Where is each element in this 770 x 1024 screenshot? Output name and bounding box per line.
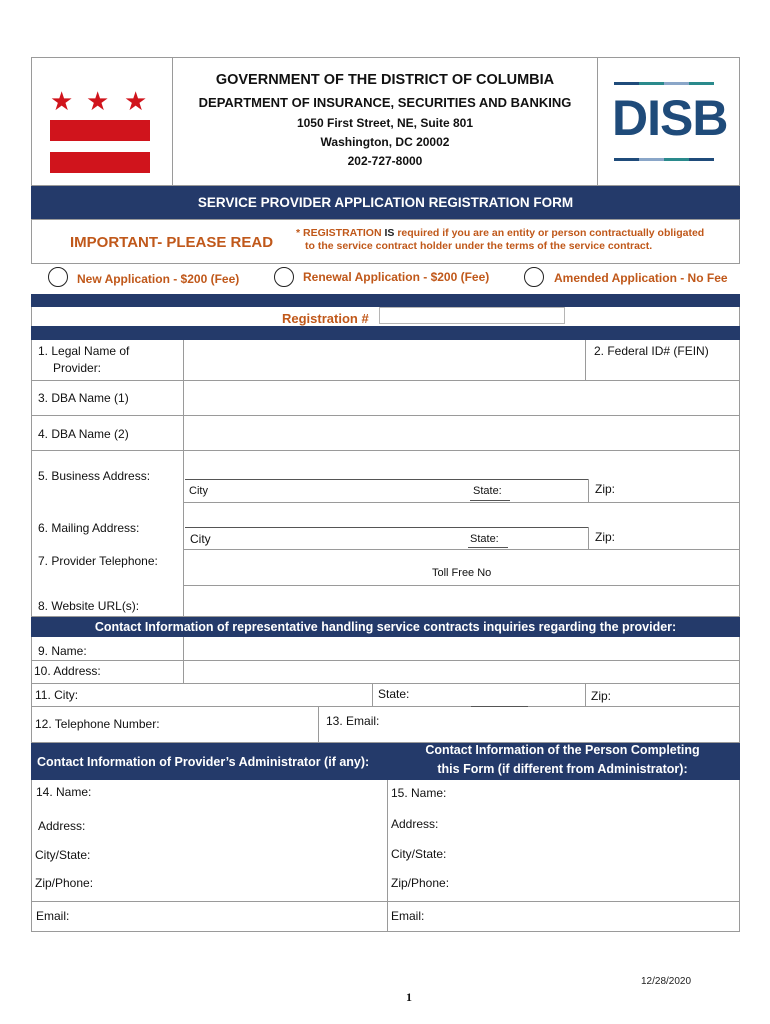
federal-id-label: 2. Federal ID# (FEIN) [594,344,709,358]
completer-name-label: 15. Name: [391,786,447,800]
admin-row-divider [31,901,740,902]
contact-state-label: State: [378,687,410,701]
mailing-state-label: State: [470,533,499,545]
legal-name-label-2: Provider: [53,361,102,375]
row-divider [183,549,740,550]
admin-name-label: 14. Name: [36,785,92,799]
business-state-underline [470,500,510,501]
legal-name-label-1: 1. Legal Name of [38,344,130,358]
dept-title: DEPARTMENT OF INSURANCE, SECURITIES AND BANKING [198,95,572,110]
dba2-input[interactable] [186,418,738,448]
address-line: 1050 First Street, NE, Suite 801 [296,116,474,130]
contact-row-divider [31,706,740,707]
business-city-label: City [189,485,208,497]
amended-application-label: Amended Application - No Fee [554,271,728,285]
contact-zip-label: Zip: [591,689,612,703]
legal-name-input[interactable] [186,342,583,378]
star-icon: ★ [86,86,110,116]
admin-grid [31,780,740,932]
contact-row-divider [31,683,740,684]
business-zip-divider [588,479,589,502]
contact-row-divider [31,660,740,661]
contact-state-divider [372,683,373,706]
registration-bottom-bar [31,326,740,340]
contact-email-input[interactable] [388,708,738,741]
footer-date: 12/28/2020 [641,976,692,987]
telephone-input[interactable] [186,551,738,567]
contact-address-label: 10. Address: [34,664,101,678]
contact-email-divider [318,706,319,743]
admin-zip-phone-label: Zip/Phone: [35,876,94,890]
dc-flag [48,86,152,174]
telephone-label: 7. Provider Telephone: [38,554,158,568]
important-note [296,227,736,253]
registration-number-input[interactable] [379,307,565,324]
note-registration: * REGISTRATION [296,227,382,239]
row-divider [31,415,740,416]
business-address-input[interactable] [186,452,738,478]
row-divider [31,380,740,381]
contact-city-label: 11. City: [35,688,79,702]
row-divider [183,585,740,586]
contact-telephone-label: 12. Telephone Number: [35,717,160,731]
contact-name-input[interactable] [186,639,738,658]
completer-address-label: Address: [391,817,439,831]
note-is: IS [384,227,395,239]
toll-free-label: Toll Free No [432,567,492,579]
website-input[interactable] [186,588,738,615]
business-zip-label: Zip: [595,482,616,496]
note-required: required if you are an entity or person contractually obligated [397,227,705,239]
city-line: Washington, DC 20002 [320,135,450,149]
contact-header: Contact Information of representative handling service contracts inquiries regarding the provider: [94,620,677,634]
renewal-application-label: Renewal Application - $200 (Fee) [303,270,490,284]
amended-application-radio[interactable] [524,267,544,287]
dba2-label: 4. DBA Name (2) [38,427,129,441]
contact-name-label: 9. Name: [38,644,87,658]
admin-email-label: Email: [36,909,70,923]
disb-logo [612,82,728,166]
contact-zip-divider [585,683,586,706]
agency-header [173,60,597,180]
mailing-city-underline [185,527,588,528]
star-icon: ★ [124,86,148,116]
phone-line: 202-727-8000 [347,154,423,168]
admin-header: Contact Information of Provider’s Administrator (if any): [37,755,370,769]
mailing-address-input[interactable] [186,504,738,526]
completer-zip-phone-label: Zip/Phone: [391,876,450,890]
contact-state-underline [471,706,528,707]
label-column-divider [183,340,184,617]
admin-city-state-label: City/State: [35,848,91,862]
completer-header-1: Contact Information of the Person Completing [425,743,700,757]
business-state-label: State: [473,485,502,497]
completer-email-label: Email: [391,909,425,923]
contact-email-label: 13. Email: [326,714,380,728]
fein-divider [585,340,586,380]
completer-header-2: this Form (if different from Administrator): [437,762,688,776]
mailing-state-underline [468,547,508,548]
header-divider-right [597,57,598,186]
logo-bar-bottom [614,158,714,161]
row-divider [183,502,740,503]
row-divider [31,450,740,451]
form-title: SERVICE PROVIDER APPLICATION REGISTRATION FORM [197,195,574,210]
website-label: 8. Website URL(s): [38,599,140,613]
gov-title: GOVERNMENT OF THE DISTRICT OF COLUMBIA [215,72,555,88]
mailing-zip-divider [588,527,589,549]
important-label: IMPORTANT- PLEASE READ [70,234,274,251]
renewal-application-radio[interactable] [274,267,294,287]
contact-address-input[interactable] [186,662,738,681]
admin-column-divider [387,780,388,932]
logo-text: DISB [612,90,728,146]
completer-city-state-label: City/State: [391,847,447,861]
new-application-label: New Application - $200 (Fee) [77,272,240,286]
note-line2: to the service contract holder under the terms of the service contract. [305,240,653,252]
page-number: 1 [406,990,412,1004]
flag-bar-top [50,120,150,141]
mailing-zip-label: Zip: [595,530,616,544]
business-city-underline [185,479,588,480]
mailing-city-label: City [190,532,211,546]
business-address-label: 5. Business Address: [38,469,151,483]
flag-bar-bottom [50,152,150,173]
registration-top-bar [31,294,740,307]
admin-address-label: Address: [38,819,86,833]
mailing-address-label: 6. Mailing Address: [38,521,140,535]
registration-label: Registration # [282,311,369,326]
logo-bar-top [614,82,714,85]
star-icon: ★ [50,86,74,116]
dba1-input[interactable] [186,383,738,413]
dba1-label: 3. DBA Name (1) [38,391,129,405]
new-application-radio[interactable] [48,267,68,287]
